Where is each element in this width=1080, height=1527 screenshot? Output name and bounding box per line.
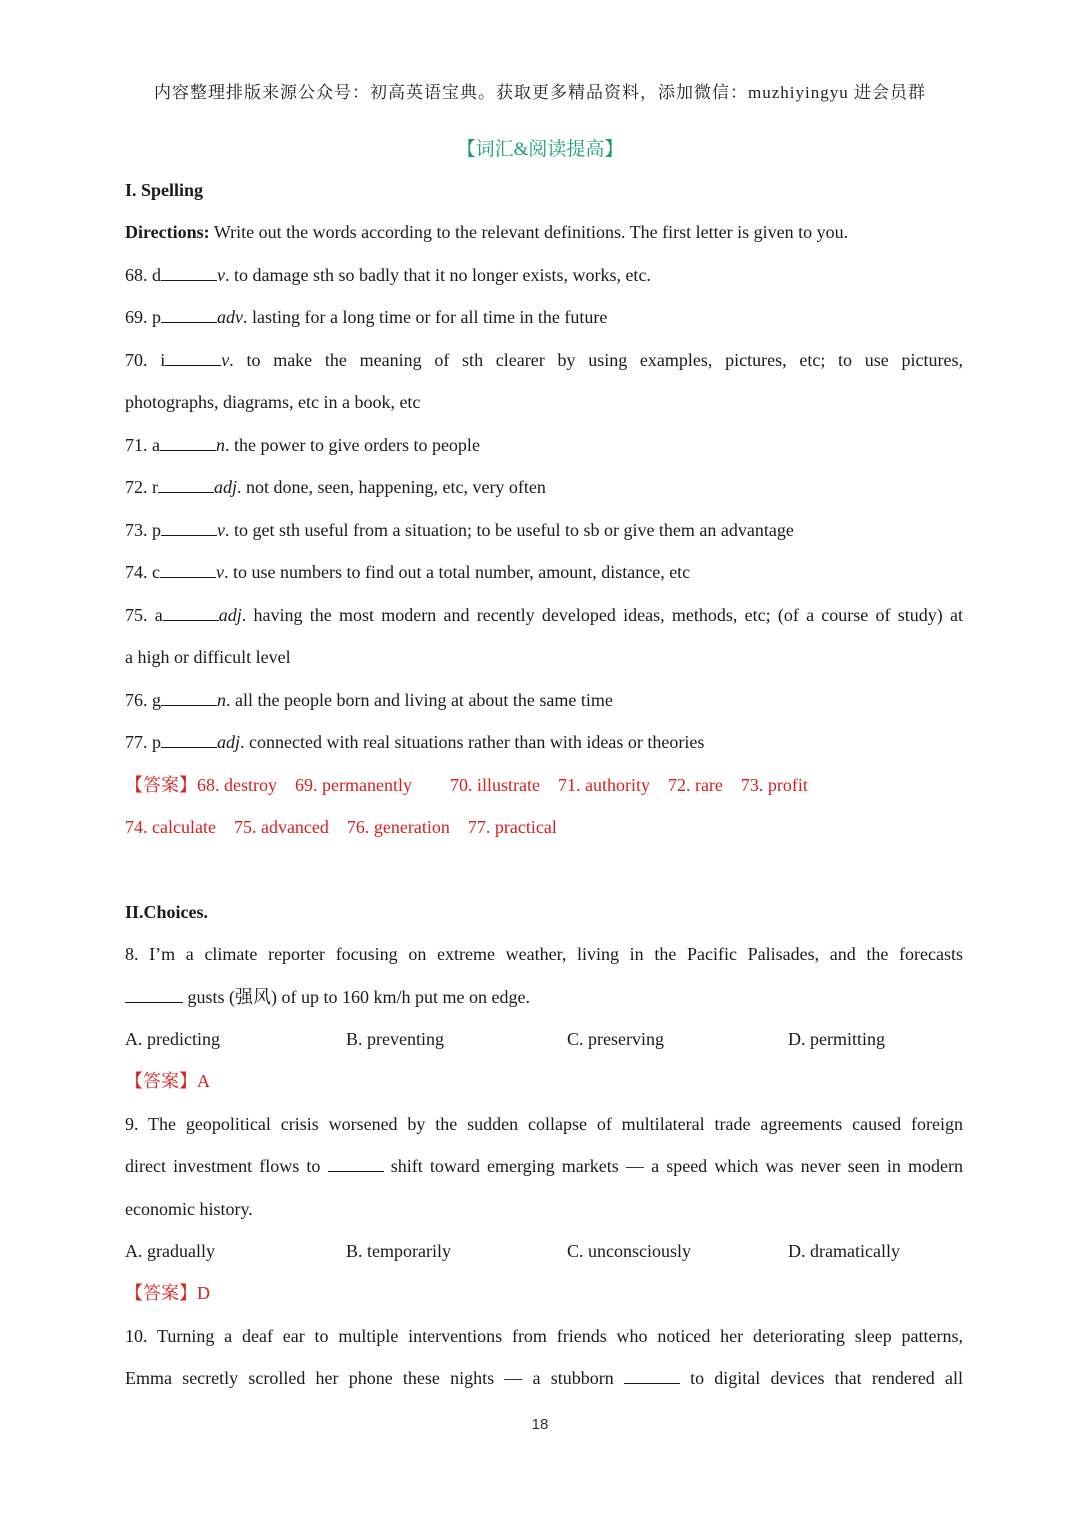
answer-label: 【答案】: [125, 1071, 197, 1091]
part-of-speech: v: [216, 562, 224, 582]
part-of-speech: adj: [217, 732, 241, 752]
spelling-title: I. Spelling: [125, 180, 204, 200]
spelling-item-75: [125, 603, 963, 627]
item-number: 68. d: [125, 265, 161, 285]
page-header: 内容整理排版来源公众号：初高英语宝典。获取更多精品资料，添加微信：muzhiyingyu 进会员群: [154, 83, 926, 102]
answer-blank: [158, 477, 214, 493]
section-tag: 【词汇&阅读提高】: [456, 139, 624, 160]
q8-answer: [125, 1069, 210, 1093]
answer-label: 【答案】: [125, 1283, 197, 1303]
spelling-item-68: [125, 263, 651, 287]
page-number: 18: [531, 1416, 549, 1433]
part-of-speech: v: [217, 520, 225, 540]
item-number: 73. p: [125, 520, 161, 540]
question-text: to digital devices that rendered all: [679, 1368, 963, 1388]
definition: . to use numbers to find out a total number, amount, distance, etc: [224, 562, 691, 582]
answer-blank: [165, 350, 221, 366]
item-number: 71. a: [125, 435, 160, 455]
definition: . having the most modern and recently developed ideas, methods, etc; (of a course of study) at: [241, 605, 964, 625]
answer-blank: [161, 732, 217, 748]
part-of-speech: v: [221, 350, 230, 370]
q9-option-c: C. unconsciously: [567, 1241, 691, 1261]
spelling-item-74: [125, 560, 690, 584]
spelling-item-70: [125, 348, 963, 372]
spelling-item-71: [125, 433, 480, 457]
definition: . to damage sth so badly that it no longer exists, works, etc.: [225, 265, 651, 285]
answer-blank: [125, 987, 183, 1003]
question-8-line1: 8. I’m a climate reporter focusing on extreme weather, living in the Pacific Palisades, and the forecasts: [125, 944, 963, 964]
answer-blank: [161, 265, 217, 281]
item-number: 74. c: [125, 562, 160, 582]
answer-blank: [161, 307, 217, 323]
answer-blank: [328, 1156, 384, 1172]
part-of-speech: adj: [214, 477, 238, 497]
definition: . lasting for a long time or for all time in the future: [243, 307, 608, 327]
q9-answer: [125, 1281, 210, 1305]
question-8-line2: [125, 985, 530, 1009]
answer-blank: [624, 1368, 680, 1384]
item-number: 75. a: [125, 605, 163, 625]
item-number: 69. p: [125, 307, 161, 327]
answer-item: 69. permanently: [295, 775, 412, 795]
item-number: 76. g: [125, 690, 161, 710]
answer-value: A: [197, 1071, 210, 1091]
answer-item: 73. profit: [740, 775, 808, 795]
spelling-item-72: [125, 475, 546, 499]
spelling-answers-line1: [125, 773, 808, 797]
question-9-line2: [125, 1154, 963, 1178]
part-of-speech: n: [217, 690, 226, 710]
q8-option-a: A. predicting: [125, 1029, 220, 1049]
answer-item: 77. practical: [467, 817, 557, 837]
answer-blank: [163, 605, 219, 621]
q8-option-d: D. permitting: [788, 1029, 885, 1049]
question-10-line2: [125, 1366, 963, 1390]
spelling-item-73: [125, 518, 794, 542]
q8-option-b: B. preventing: [346, 1029, 444, 1049]
question-text: shift toward emerging markets — a speed which was never seen in modern: [383, 1156, 963, 1176]
question-9-line1: 9. The geopolitical crisis worsened by the sudden collapse of multilateral trade agreements caused foreign: [125, 1114, 963, 1134]
part-of-speech: v: [217, 265, 225, 285]
q8-option-c: C. preserving: [567, 1029, 664, 1049]
question-text: gusts (强风) of up to 160 km/h put me on edge.: [183, 987, 530, 1007]
answer-item: 74. calculate: [125, 817, 216, 837]
part-of-speech: adj: [218, 605, 242, 625]
spelling-answers-line2: [125, 815, 557, 839]
q9-option-b: B. temporarily: [346, 1241, 451, 1261]
definition: . not done, seen, happening, etc, very often: [237, 477, 546, 497]
spelling-item-69: [125, 305, 607, 329]
directions-label: Directions:: [125, 222, 210, 242]
q9-option-a: A. gradually: [125, 1241, 215, 1261]
part-of-speech: n: [216, 435, 225, 455]
item-number: 72. r: [125, 477, 158, 497]
answer-item: 75. advanced: [233, 817, 329, 837]
answer-item: 71. authority: [557, 775, 650, 795]
spelling-item-76: [125, 688, 613, 712]
q9-option-d: D. dramatically: [788, 1241, 900, 1261]
answer-blank: [161, 690, 217, 706]
definition: . to get sth useful from a situation; to be useful to sb or give them an advantage: [225, 520, 794, 540]
definition: . connected with real situations rather than with ideas or theories: [240, 732, 705, 752]
question-text: direct investment flows to: [125, 1156, 328, 1176]
answer-item: 70. illustrate: [449, 775, 540, 795]
answer-label: 【答案】: [125, 775, 197, 795]
item-number: 70. i: [125, 350, 166, 370]
spelling-item-77: [125, 730, 704, 754]
directions-text: Write out the words according to the relevant definitions. The first letter is given to you.: [209, 222, 849, 242]
definition: . all the people born and living at about the same time: [226, 690, 613, 710]
directions: [125, 220, 848, 244]
answer-item: 76. generation: [346, 817, 450, 837]
answer-blank: [160, 562, 216, 578]
answer-item: 72. rare: [667, 775, 723, 795]
part-of-speech: adv: [217, 307, 243, 327]
answer-blank: [161, 520, 217, 536]
item-number: 77. p: [125, 732, 161, 752]
spelling-item-70-cont: photographs, diagrams, etc in a book, etc: [125, 392, 421, 412]
answer-value: D: [197, 1283, 210, 1303]
question-9-line3: economic history.: [125, 1199, 253, 1219]
question-10-line1: 10. Turning a deaf ear to multiple interventions from friends who noticed her deteriorating sleep patterns,: [125, 1326, 963, 1346]
spelling-item-75-cont: a high or difficult level: [125, 647, 291, 667]
definition: . the power to give orders to people: [225, 435, 480, 455]
choices-title: II.Choices.: [125, 902, 209, 922]
answer-blank: [160, 435, 216, 451]
definition: . to make the meaning of sth clearer by using examples, pictures, etc; to use pictures,: [229, 350, 963, 370]
question-text: Emma secretly scrolled her phone these nights — a stubborn: [125, 1368, 624, 1388]
answer-item: 68. destroy: [197, 775, 277, 795]
